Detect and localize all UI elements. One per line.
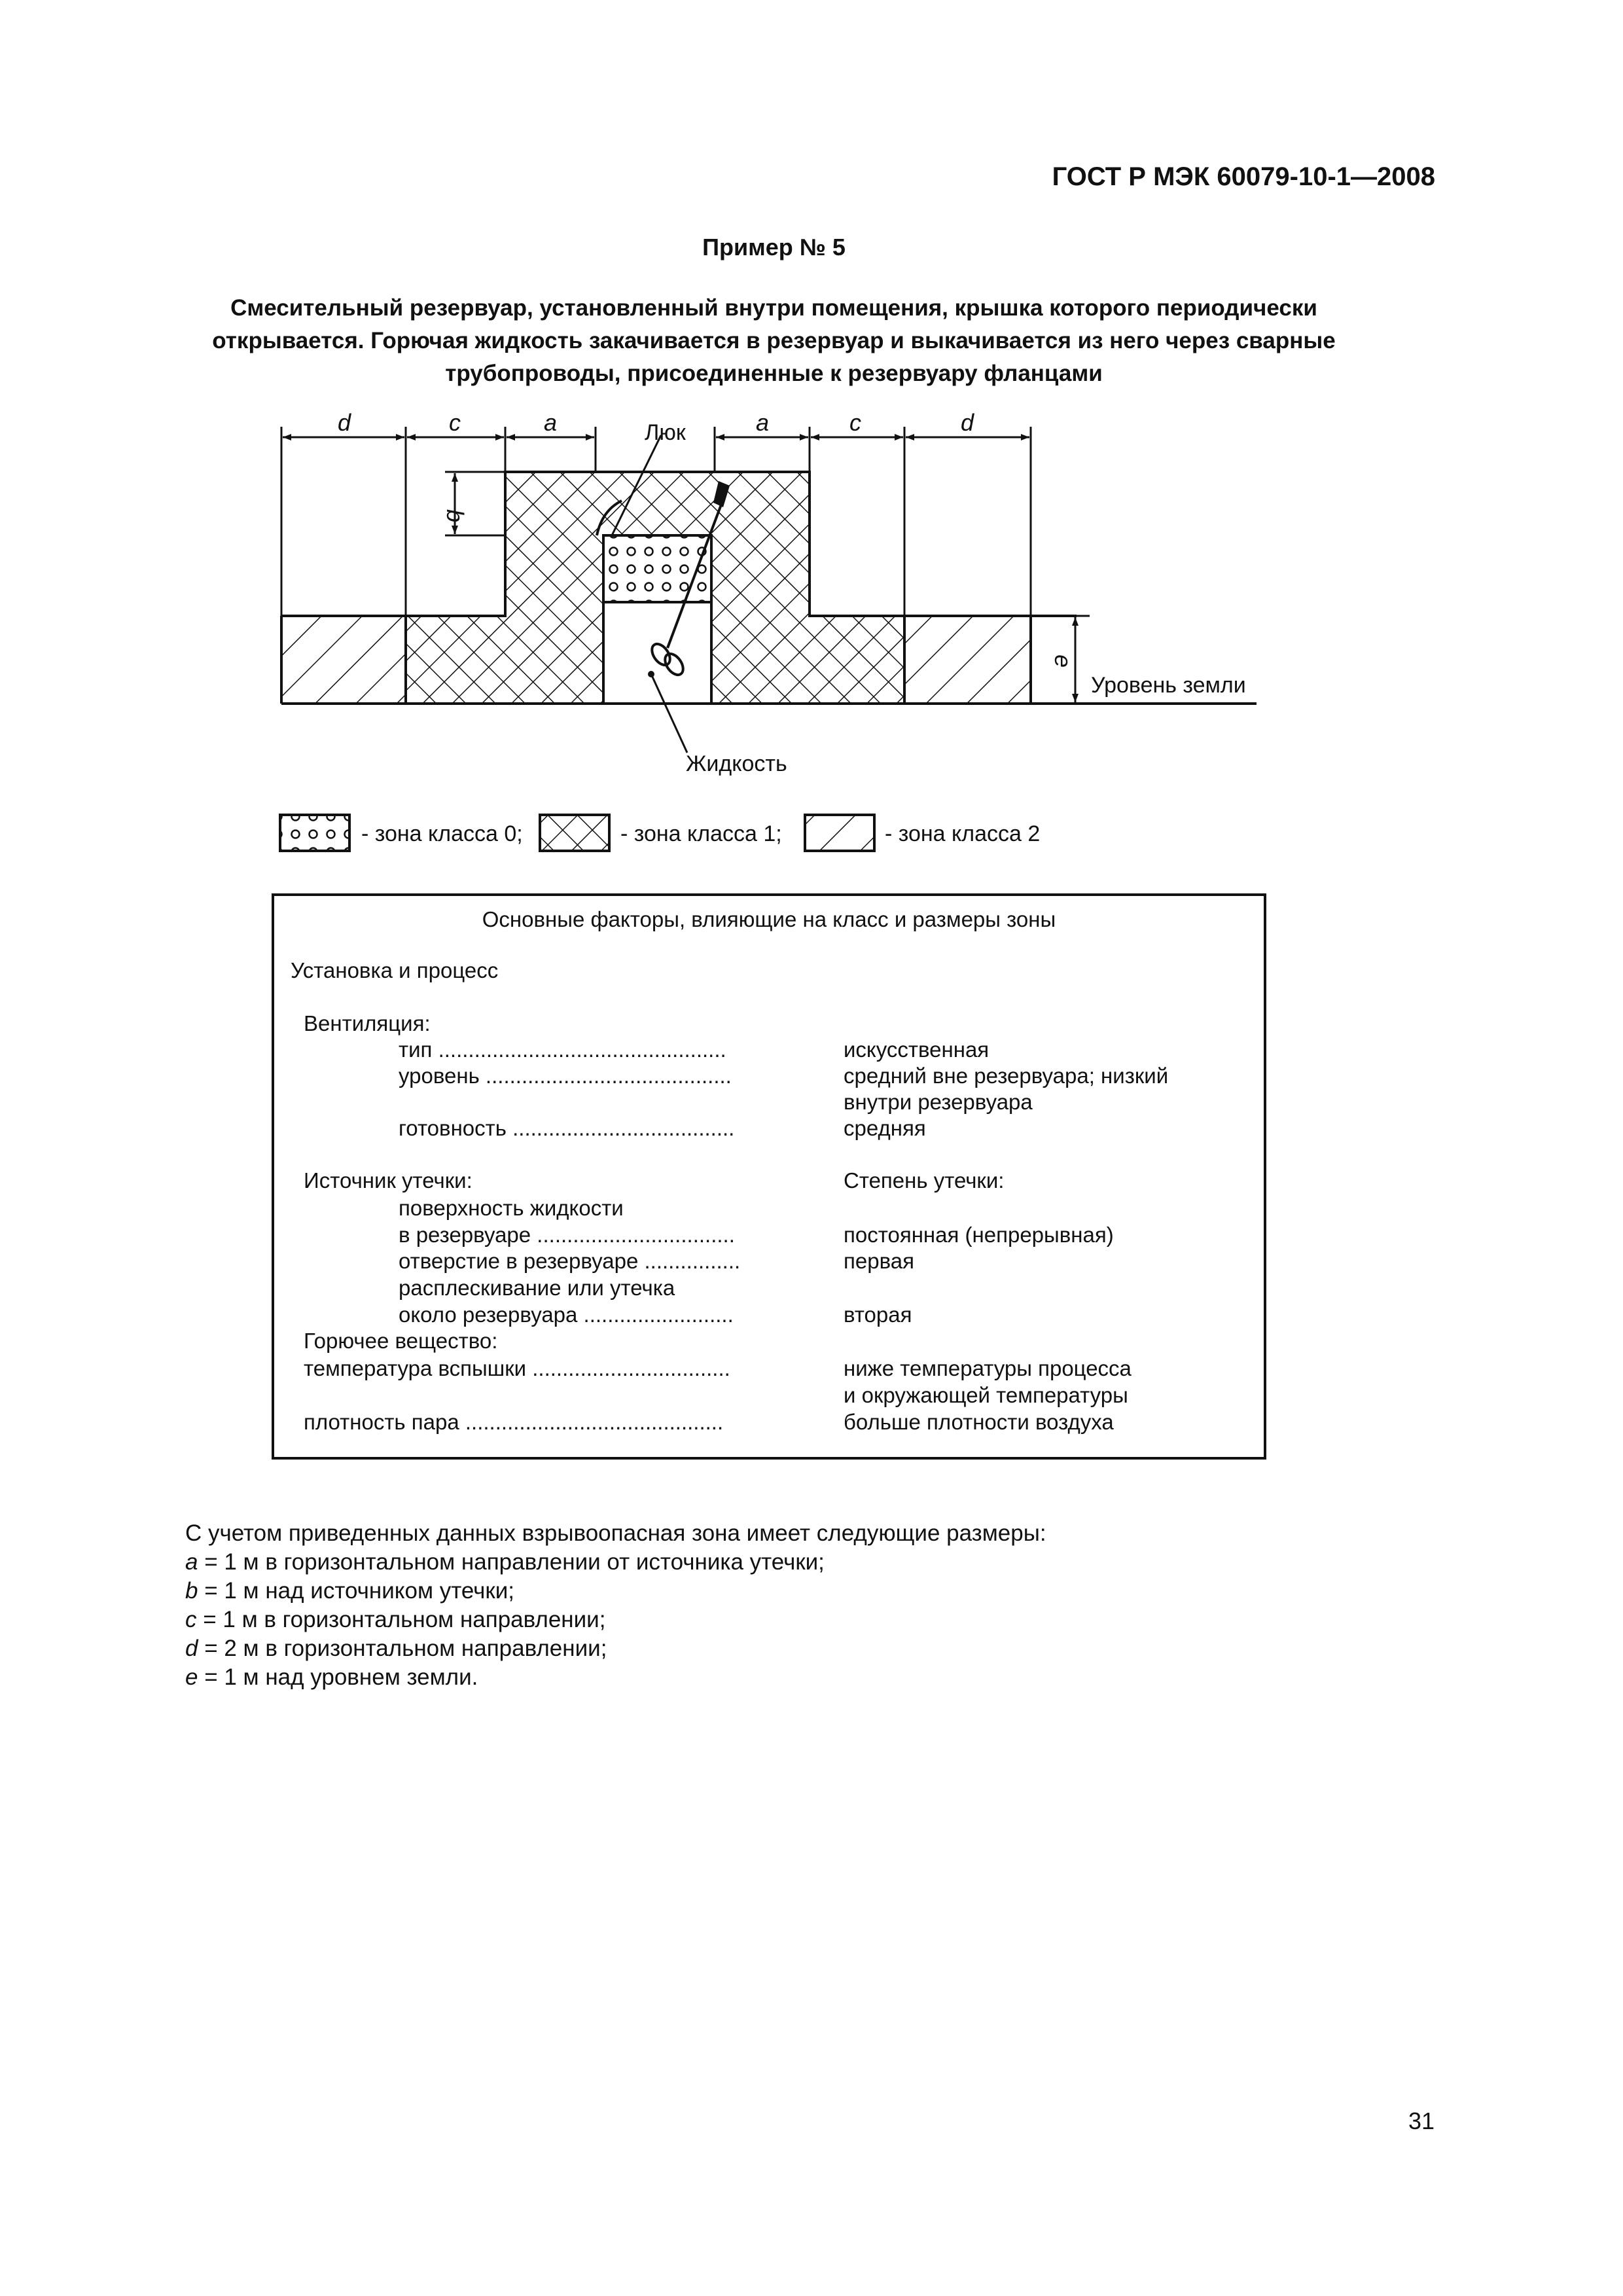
splash-value: вторая [844,1302,912,1327]
dimension-text: = 1 м над источником утечки; [198,1578,514,1604]
description-line: трубопроводы, присоединенные к резервуару фланцами [445,361,1103,386]
flash-point-value-cont: и окружающей температуры [844,1383,1128,1407]
ventilation-level-value: средний вне резервуара; низкий [844,1064,1169,1088]
surface-label: поверхность жидкости [399,1196,624,1220]
opening-label: отверстие в резервуаре ................ [399,1249,741,1273]
dim-label-a-left: a [544,409,558,436]
description-line: открывается. Горючая жидкость закачивается в резервуар и выкачивается из него через сварные [212,328,1336,353]
example-title: Пример № 5 [702,234,846,260]
zone-diagram [0,0,1623,870]
conclusions-intro: С учетом приведенных данных взрывоопасная зона имеет следующие размеры: [185,1520,1046,1546]
dimension-text: = 2 м в горизонтальном направлении; [198,1636,607,1661]
dimension-var: d [185,1636,198,1661]
zone-class-0 [605,537,710,602]
flash-point-value: ниже температуры процесса [844,1356,1132,1380]
ventilation-type-value: искусственная [844,1037,990,1062]
ventilation-type-label: тип ................................................ [399,1037,726,1062]
dimension-var: c [185,1607,197,1632]
dimension-item [185,1634,1046,1663]
splash-label: расплескивание или утечка [399,1276,675,1300]
dim-label-d-left: d [338,409,351,436]
ventilation-level-value-cont: внутри резервуара [844,1090,1033,1114]
dim-label-d-right: d [961,409,974,436]
opening-value: первая [844,1249,914,1273]
flash-point-label: температура вспышки ................................. [304,1356,730,1380]
ventilation-availability-label: готовность ..................................... [399,1116,735,1140]
legend [280,815,1040,851]
release-source-heading: Источник утечки: [304,1168,473,1193]
dimension-item [185,1605,1046,1634]
legend-zone-1: - зона класса 1; [620,821,782,846]
liquid-label: Жидкость [686,751,787,776]
release-degree-heading: Степень утечки: [844,1168,1005,1193]
dimension-text: = 1 м в горизонтальном направлении от источника утечки; [198,1549,825,1575]
dim-label-e: e [1050,655,1077,668]
factors-title: Основные факторы, влияющие на класс и размеры зоны [482,907,1056,931]
zone-dimensions-text [185,1519,1046,1692]
vapour-density-label: плотность пара ........................................... [304,1410,724,1434]
ventilation-heading: Вентиляция: [304,1011,431,1035]
dim-label-c-left: c [449,409,461,436]
surface-value: постоянная (непрерывная) [844,1223,1114,1247]
dim-label-c-right: c [849,409,861,436]
ground-level-label: Уровень земли [1091,673,1246,698]
dim-label-b: b [442,509,469,523]
hatch-label: Люк [645,420,686,445]
legend-zone-2: - зона класса 2 [885,821,1041,846]
liquid-pointer [651,674,687,753]
ventilation-level-label: уровень ......................................... [399,1064,732,1088]
section-heading: Установка и процесс [291,958,499,982]
dimension-item [185,1577,1046,1605]
surface-label-cont: в резервуаре ................................. [399,1223,735,1247]
dimension-var: a [185,1549,198,1575]
page-number: 31 [1408,2108,1435,2134]
description-line: Смесительный резервуар, установленный внутри помещения, крышка которого периодически [230,295,1317,321]
substance-heading: Горючее вещество: [304,1329,498,1353]
dimension-var: b [185,1578,198,1604]
factors-table [272,893,1266,1460]
dimension-item [185,1663,1046,1692]
dimension-text: = 1 м над уровнем земли. [198,1664,478,1690]
dimension-text: = 1 м в горизонтальном направлении; [196,1607,606,1632]
standard-code: ГОСТ Р МЭК 60079-10-1—2008 [1052,162,1435,191]
dimension-var: e [185,1664,198,1690]
ventilation-availability-value: средняя [844,1116,926,1140]
splash-label-cont: около резервуара ......................... [399,1302,734,1327]
vapour-density-value: больше плотности воздуха [844,1410,1114,1434]
legend-zone-0: - зона класса 0; [361,821,523,846]
dimension-item [185,1548,1046,1577]
dim-label-a-right: a [756,409,770,436]
